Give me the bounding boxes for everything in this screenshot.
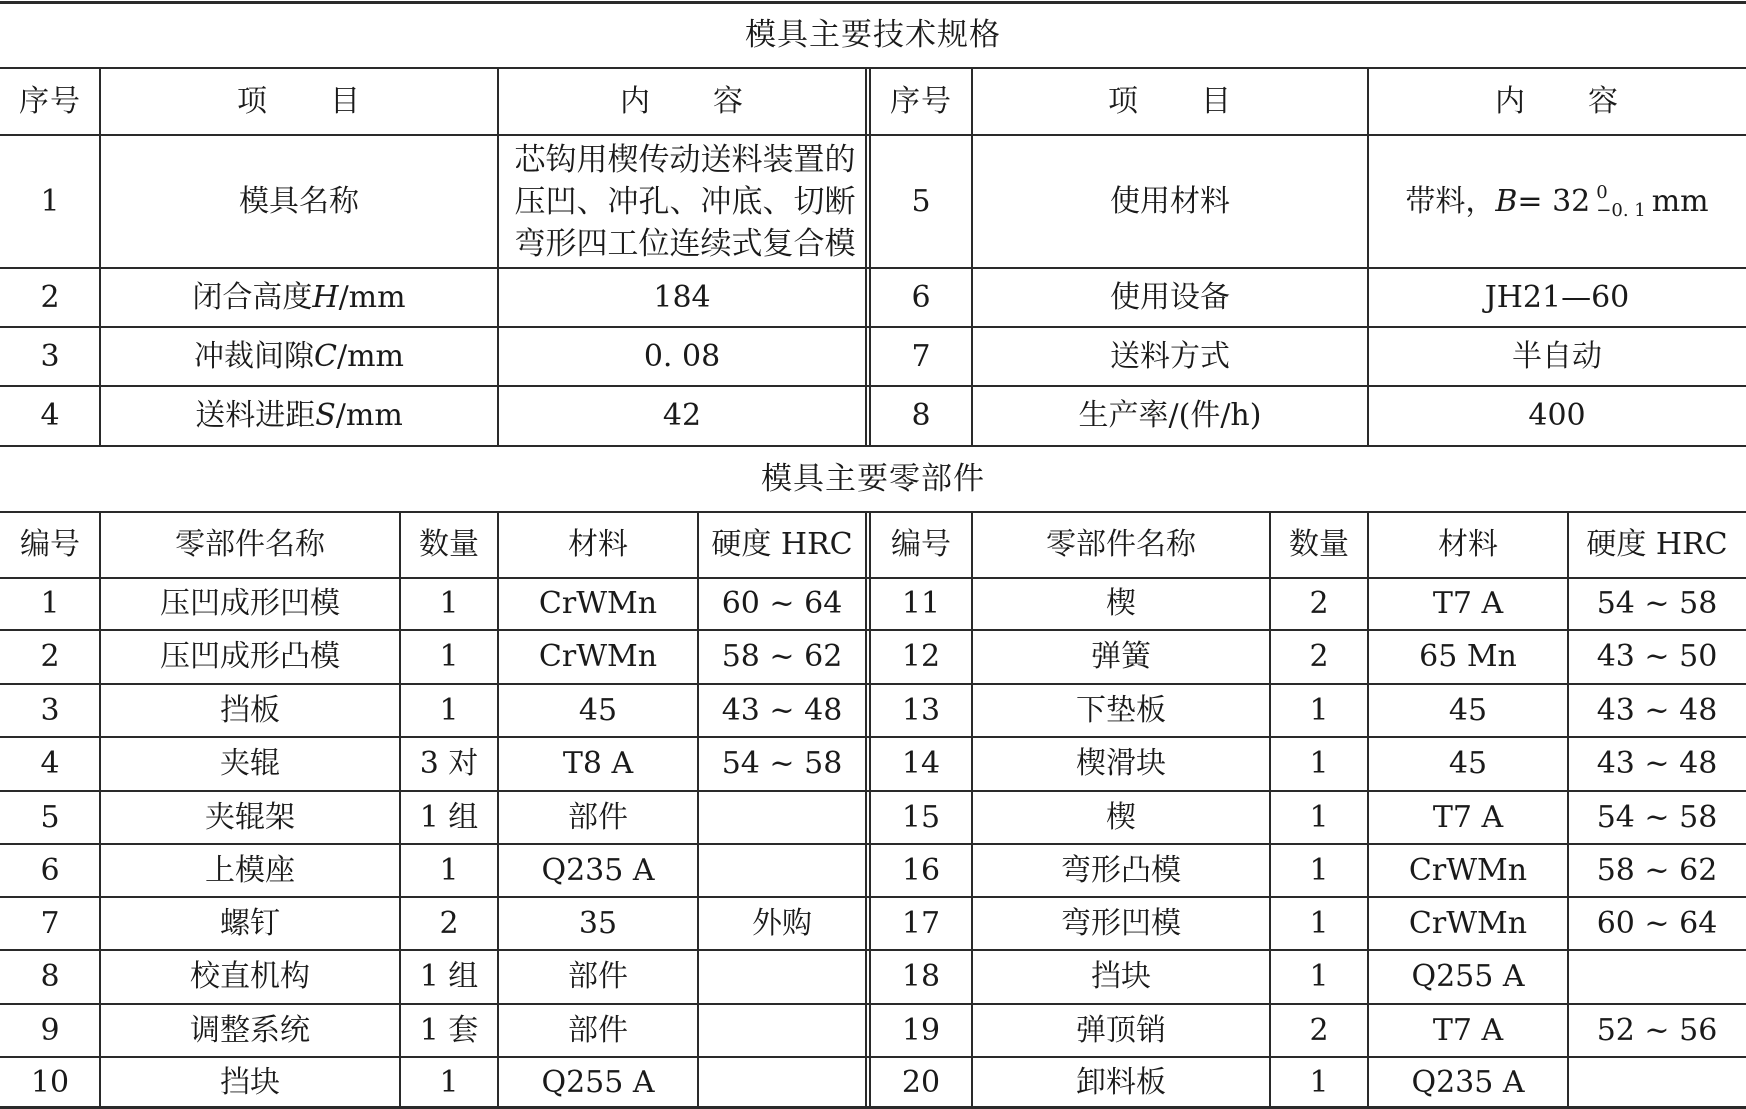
part-name: 上模座 xyxy=(205,852,295,888)
part-name: 楔 xyxy=(1106,586,1136,621)
spec-item: 生产率/(件/h) xyxy=(1078,398,1262,433)
part-qty: 1 xyxy=(439,1065,459,1100)
part-material: Q235 A xyxy=(1411,1065,1525,1100)
spec-item-label: 冲裁间隙 xyxy=(194,338,314,374)
part-no: 9 xyxy=(40,1012,60,1048)
spec-item-unit: /mm xyxy=(335,398,403,433)
part-hardness: 外购 xyxy=(752,905,812,941)
parts-header-hardness: 硬度 HRC xyxy=(1586,527,1728,562)
part-name: 调整系统 xyxy=(190,1012,310,1048)
tolerance-upper: 0 xyxy=(1596,181,1608,203)
part-qty: 1 xyxy=(439,852,459,888)
tolerance-lower: −0. 1 xyxy=(1596,199,1646,221)
part-material: 部件 xyxy=(568,959,628,994)
part-hardness: 43 ~ 50 xyxy=(1596,639,1718,674)
part-qty: 1 xyxy=(1309,799,1329,835)
spec-content-variable: B xyxy=(1495,183,1518,219)
part-qty: 1 组 xyxy=(419,799,479,835)
parts-header-hardness: 硬度 HRC xyxy=(711,527,853,562)
part-qty: 1 套 xyxy=(419,1012,479,1048)
part-hardness: 43 ~ 48 xyxy=(721,692,843,728)
part-hardness xyxy=(698,1004,866,1057)
part-material: 65 Mn xyxy=(1419,639,1517,674)
part-no: 6 xyxy=(40,852,60,888)
part-hardness: 60 ~ 64 xyxy=(1596,905,1718,941)
spec-header-content: 内 容 xyxy=(620,83,744,119)
part-no: 17 xyxy=(901,905,941,941)
part-material: T8 A xyxy=(562,746,634,781)
part-qty: 1 xyxy=(1309,692,1329,728)
part-qty: 2 xyxy=(1309,586,1329,621)
part-no: 12 xyxy=(901,639,941,674)
part-name: 弯形凸模 xyxy=(1061,852,1181,888)
spec-item-variable: H xyxy=(312,279,339,315)
part-name: 夹辊架 xyxy=(205,799,295,835)
part-hardness: 43 ~ 48 xyxy=(1596,692,1718,728)
parts-header-qty: 数量 xyxy=(419,527,479,562)
spec-no: 8 xyxy=(911,398,931,433)
part-material: 45 xyxy=(578,692,618,728)
spec-header-item: 项 目 xyxy=(237,83,361,119)
part-material: 35 xyxy=(578,905,618,941)
part-qty: 1 xyxy=(1309,1065,1329,1100)
part-no: 14 xyxy=(901,746,941,781)
parts-header-qty: 数量 xyxy=(1289,527,1349,562)
spec-content: 0. 08 xyxy=(643,338,721,374)
part-no: 2 xyxy=(40,639,60,674)
part-qty: 1 xyxy=(1309,959,1329,994)
part-hardness xyxy=(1568,950,1746,1004)
parts-header-no: 编号 xyxy=(891,527,951,562)
spec-item-variable: S xyxy=(315,398,336,433)
parts-header-name: 零部件名称 xyxy=(1046,527,1196,562)
spec-no: 2 xyxy=(40,279,60,315)
spec-content xyxy=(1368,135,1746,268)
spec-item xyxy=(100,268,498,327)
spec-no: 3 xyxy=(40,338,60,374)
part-name: 挡块 xyxy=(220,1065,280,1100)
spec-content-value: = 32 xyxy=(1517,183,1591,219)
spec-content: 400 xyxy=(1528,398,1586,433)
part-no: 19 xyxy=(901,1012,941,1048)
spec-no: 5 xyxy=(911,183,931,219)
spec-content: 184 xyxy=(653,279,711,315)
spec-no: 1 xyxy=(40,183,60,219)
part-qty: 1 组 xyxy=(419,959,479,994)
spec-item: 使用设备 xyxy=(1110,279,1230,315)
spec-item-unit: /mm xyxy=(336,338,404,374)
part-qty: 1 xyxy=(1309,905,1329,941)
part-name: 螺钉 xyxy=(220,905,280,941)
spec-content-label: 带料， xyxy=(1405,183,1496,219)
spec-content: 半自动 xyxy=(1512,338,1602,374)
part-name: 校直机构 xyxy=(190,959,310,994)
part-no: 16 xyxy=(901,852,941,888)
top-border xyxy=(0,1,1746,4)
spec-content: JH21—60 xyxy=(1484,279,1630,315)
spec-item: 使用材料 xyxy=(1110,183,1230,219)
part-name: 卸料板 xyxy=(1076,1065,1166,1100)
spec-content: 42 xyxy=(662,398,702,433)
part-hardness: 58 ~ 62 xyxy=(1596,852,1718,888)
part-hardness xyxy=(698,844,866,897)
spec-item: 模具名称 xyxy=(239,183,359,219)
part-qty: 1 xyxy=(1309,746,1329,781)
part-hardness xyxy=(698,950,866,1004)
spec-content-unit: mm xyxy=(1651,183,1709,219)
spec-header-item: 项 目 xyxy=(1108,83,1232,119)
part-no: 8 xyxy=(40,959,60,994)
part-name: 楔 xyxy=(1106,799,1136,835)
part-name: 压凹成形凹模 xyxy=(160,586,340,621)
part-material: T7 A xyxy=(1432,1012,1504,1048)
part-material: 部件 xyxy=(568,799,628,835)
parts-header-name: 零部件名称 xyxy=(175,527,325,562)
part-no: 7 xyxy=(40,905,60,941)
spec-header-content: 内 容 xyxy=(1495,83,1619,119)
part-no: 5 xyxy=(40,799,60,835)
part-qty: 1 xyxy=(439,639,459,674)
part-hardness: 43 ~ 48 xyxy=(1596,746,1718,781)
parts-header-no: 编号 xyxy=(20,527,80,562)
spec-item xyxy=(100,327,498,386)
part-qty: 2 xyxy=(1309,1012,1329,1048)
part-name: 挡块 xyxy=(1091,959,1151,994)
part-no: 18 xyxy=(901,959,941,994)
part-no: 11 xyxy=(901,586,941,621)
part-material: 45 xyxy=(1448,746,1488,781)
part-qty: 2 xyxy=(1309,639,1329,674)
spec-header-no: 序号 xyxy=(19,83,81,119)
spec-item-label: 闭合高度 xyxy=(192,279,313,315)
part-hardness: 54 ~ 58 xyxy=(1596,799,1718,835)
part-material: CrWMn xyxy=(1408,905,1528,941)
part-material: CrWMn xyxy=(1408,852,1528,888)
part-name: 下垫板 xyxy=(1076,692,1166,728)
spec-table-title: 模具主要技术规格 xyxy=(745,17,1001,53)
spec-content: 芯钩用楔传动送料装置的压凹、冲孔、冲底、切断弯形四工位连续式复合模 xyxy=(514,141,856,262)
part-hardness: 54 ~ 58 xyxy=(721,746,843,781)
part-name: 弹顶销 xyxy=(1076,1012,1166,1048)
part-name: 楔滑块 xyxy=(1076,746,1166,781)
part-no: 4 xyxy=(40,746,60,781)
part-material: Q255 A xyxy=(1411,959,1525,994)
part-hardness xyxy=(1568,1057,1746,1109)
spec-no: 6 xyxy=(911,279,931,315)
part-material: CrWMn xyxy=(538,639,658,674)
part-name: 挡板 xyxy=(220,692,280,728)
part-hardness: 60 ~ 64 xyxy=(721,586,843,621)
spec-no: 4 xyxy=(40,398,60,433)
part-no: 20 xyxy=(901,1065,941,1100)
part-no: 3 xyxy=(40,692,60,728)
part-material: T7 A xyxy=(1432,586,1504,621)
part-name: 弹簧 xyxy=(1091,639,1151,674)
part-hardness: 58 ~ 62 xyxy=(721,639,843,674)
part-hardness: 54 ~ 58 xyxy=(1596,586,1718,621)
tolerance xyxy=(1596,181,1646,221)
part-material: T7 A xyxy=(1432,799,1504,835)
spec-item-variable: C xyxy=(314,338,337,374)
spec-item-label: 送料进距 xyxy=(195,398,316,433)
spec-no: 7 xyxy=(911,338,931,374)
part-material: Q255 A xyxy=(541,1065,655,1100)
parts-header-material: 材料 xyxy=(568,527,628,562)
part-name: 夹辊 xyxy=(220,746,280,781)
spec-header-no: 序号 xyxy=(890,83,952,119)
part-qty: 1 xyxy=(1309,852,1329,888)
part-hardness xyxy=(698,1057,866,1109)
parts-header-material: 材料 xyxy=(1438,527,1498,562)
part-hardness: 52 ~ 56 xyxy=(1596,1012,1718,1048)
part-qty: 2 xyxy=(439,905,459,941)
part-no: 15 xyxy=(901,799,941,835)
part-no: 1 xyxy=(40,586,60,621)
spec-item-unit: /mm xyxy=(338,279,406,315)
part-name: 压凹成形凸模 xyxy=(160,639,340,674)
spec-item xyxy=(100,386,498,446)
spec-item: 送料方式 xyxy=(1110,338,1230,374)
parts-table-title: 模具主要零部件 xyxy=(761,461,985,497)
part-name: 弯形凹模 xyxy=(1061,905,1181,941)
part-material: 部件 xyxy=(568,1012,628,1048)
part-hardness xyxy=(698,791,866,844)
part-material: 45 xyxy=(1448,692,1488,728)
part-no: 13 xyxy=(901,692,941,728)
part-material: CrWMn xyxy=(538,586,658,621)
part-qty: 1 xyxy=(439,692,459,728)
part-qty: 1 xyxy=(439,586,459,621)
part-material: Q235 A xyxy=(541,852,655,888)
part-no: 10 xyxy=(30,1065,70,1100)
part-qty: 3 对 xyxy=(419,746,479,781)
